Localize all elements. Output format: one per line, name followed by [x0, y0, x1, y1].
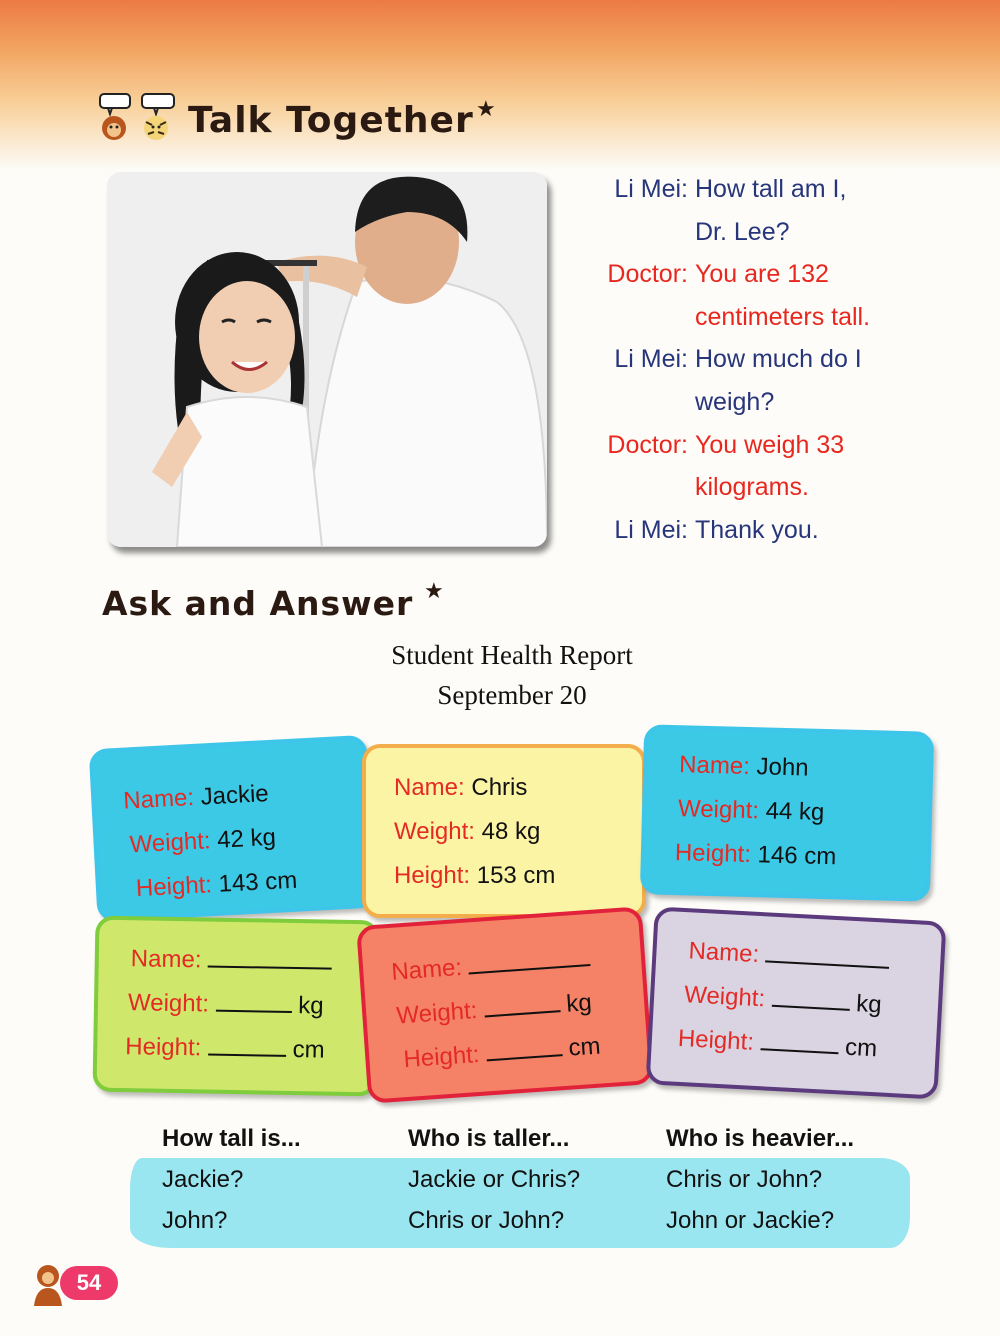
dialog-text: kilograms.: [695, 473, 809, 502]
student-card-chris: [362, 744, 646, 918]
question-column-how-tall: [162, 1118, 301, 1241]
dialog-line: [560, 381, 920, 424]
weight-label: Weight:: [683, 981, 766, 1013]
height-blank[interactable]: [760, 1028, 839, 1054]
weight-label: Weight:: [127, 989, 210, 1018]
student-name: John: [756, 753, 809, 782]
weight-label: Weight:: [395, 996, 479, 1030]
dialog-text: You are 132: [695, 260, 829, 289]
weight-label: Weight:: [394, 818, 475, 845]
dialog-line: [560, 296, 920, 339]
question-column-who-heavier: [666, 1118, 854, 1241]
cm-unit: cm: [844, 1033, 878, 1063]
student-height: 146 cm: [757, 841, 837, 871]
name-blank[interactable]: [208, 946, 332, 970]
student-name: Jackie: [199, 780, 270, 811]
speech-bubble-icon: [98, 92, 182, 144]
name-blank[interactable]: [765, 940, 890, 968]
blank-card-purple: [646, 906, 947, 1099]
kg-unit: kg: [565, 988, 593, 1018]
question-item: Chris or John?: [666, 1166, 823, 1193]
dialog-speaker: Li Mei:: [614, 345, 688, 374]
name-label: Name:: [678, 751, 751, 781]
student-weight: 42 kg: [216, 823, 277, 854]
report-title: Student Health Report: [391, 640, 633, 670]
cm-unit: cm: [292, 1035, 325, 1064]
talk-together-title: Talk Together: [188, 100, 474, 141]
question-item: Jackie?: [162, 1166, 244, 1193]
student-height: 153 cm: [476, 862, 556, 889]
dialog-speaker: Doctor:: [607, 430, 688, 459]
dialog-line: [560, 466, 920, 509]
height-blank[interactable]: [485, 1034, 562, 1061]
photo-illustration: [107, 172, 547, 547]
ask-and-answer-title: Ask and Answer: [102, 584, 414, 623]
talk-together-star: ★: [476, 96, 496, 121]
question-header: Who is heavier...: [666, 1125, 855, 1152]
header-gradient-band: [0, 0, 1000, 170]
report-date: September 20: [437, 680, 587, 710]
dialog-line: [560, 509, 920, 552]
dialog-line: [560, 211, 920, 254]
dialog: [560, 168, 920, 551]
blank-card-red: [356, 906, 654, 1104]
height-label: Height:: [402, 1040, 481, 1074]
weight-label: Weight:: [129, 827, 212, 859]
dialog-text: How tall am I,: [695, 175, 847, 203]
dialog-speaker: Doctor:: [607, 260, 688, 289]
weight-blank[interactable]: [483, 990, 560, 1017]
student-name: Chris: [471, 774, 528, 801]
name-label: Name:: [390, 953, 463, 986]
dialog-text: How much do I: [695, 345, 862, 374]
question-item: Chris or John?: [408, 1207, 565, 1234]
question-header: Who is taller...: [408, 1125, 570, 1152]
height-label: Height:: [135, 871, 213, 903]
dialog-text: centimeters tall.: [695, 302, 871, 331]
name-label: Name:: [394, 774, 465, 801]
blank-card-green: [92, 916, 379, 1097]
height-label: Height:: [125, 1033, 202, 1062]
dialog-line: [560, 424, 920, 467]
height-label: Height:: [394, 862, 471, 889]
question-item: John or Jackie?: [666, 1207, 835, 1234]
name-label: Name:: [687, 937, 760, 968]
dialog-line: [560, 338, 920, 381]
cm-unit: cm: [567, 1032, 602, 1062]
dialog-text: Thank you.: [695, 515, 819, 544]
ask-and-answer-star: ★: [424, 578, 444, 603]
student-weight: 48 kg: [481, 818, 541, 845]
question-column-who-taller: [408, 1118, 580, 1241]
weight-label: Weight:: [677, 795, 760, 825]
dialog-line: [560, 253, 920, 296]
doctor-measuring-girl-photo: [107, 172, 547, 547]
height-blank[interactable]: [208, 1034, 286, 1057]
kg-unit: kg: [855, 990, 883, 1019]
name-label: Name:: [122, 783, 195, 815]
dialog-speaker: Li Mei:: [614, 515, 688, 544]
dialog-speaker: Li Mei:: [614, 175, 688, 203]
height-label: Height:: [674, 839, 752, 869]
kg-unit: kg: [298, 992, 324, 1020]
tiger-icon: [144, 116, 168, 140]
question-item: Jackie or Chris?: [408, 1166, 581, 1193]
name-blank[interactable]: [468, 944, 591, 974]
weight-blank[interactable]: [216, 990, 292, 1013]
dialog-text: weigh?: [695, 387, 775, 416]
student-height: 143 cm: [217, 866, 298, 898]
dialog-text: You weigh 33: [695, 430, 845, 459]
height-label: Height:: [677, 1024, 755, 1056]
question-item: John?: [162, 1207, 228, 1234]
weight-blank[interactable]: [771, 985, 850, 1011]
dialog-text: Dr. Lee?: [695, 217, 790, 246]
student-weight: 44 kg: [765, 797, 825, 826]
dialog-line: [560, 168, 920, 211]
monkey-icon: [102, 116, 126, 140]
page-number: 54: [60, 1266, 118, 1300]
student-card-john: [640, 724, 934, 902]
student-card-jackie: [89, 735, 376, 922]
name-label: Name:: [130, 945, 202, 974]
talk-together-icons: [98, 92, 182, 144]
question-header: How tall is...: [162, 1125, 301, 1152]
